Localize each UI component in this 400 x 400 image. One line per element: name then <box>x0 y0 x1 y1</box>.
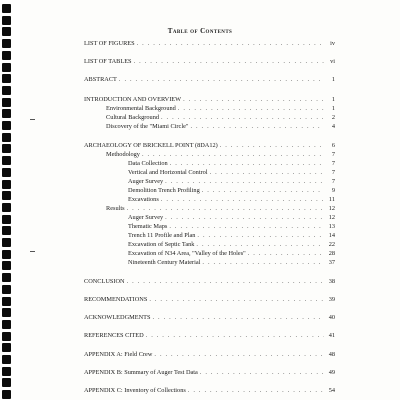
toc-entry-label: APPENDIX C: Inventory of Collections <box>84 387 186 394</box>
toc-entry <box>128 187 335 195</box>
toc-entry-page-number: 12 <box>328 205 335 212</box>
dot-leader <box>127 278 324 286</box>
toc-entry-label: Auger Survey <box>128 178 164 185</box>
toc-entry-page-number: 7 <box>331 151 335 158</box>
toc-entry-label: Results <box>106 205 125 212</box>
dot-leader <box>152 314 324 322</box>
toc-entry-page-number: 6 <box>331 142 335 149</box>
toc-entry-label: CONCLUSION <box>84 278 125 285</box>
binding-ring <box>2 320 11 329</box>
toc-entry-label: Data Collection <box>128 160 168 167</box>
binding-ring <box>2 355 11 364</box>
dot-leader <box>137 40 324 48</box>
binding-ring <box>2 285 11 294</box>
toc-entry <box>84 58 335 66</box>
dot-leader <box>165 178 324 186</box>
dot-leader <box>202 187 324 195</box>
binding-ring <box>2 4 11 13</box>
binding-ring <box>2 133 11 142</box>
binding-ring <box>2 74 11 83</box>
binding-ring <box>2 367 11 376</box>
dot-leader <box>165 214 324 222</box>
toc-entry-label: Excavations <box>128 196 159 203</box>
toc-entry-page-number: 1 <box>331 96 335 103</box>
toc-entry-label: Discovery of the "Miami Circle" <box>106 123 189 130</box>
toc-entry-page-number: 4 <box>331 123 335 130</box>
toc-entry-page-number: 13 <box>328 223 335 230</box>
dot-leader <box>161 114 324 122</box>
dot-leader <box>154 351 324 359</box>
toc-entry <box>84 142 335 150</box>
toc-entry-label: APPENDIX B: Summary of Auger Test Data <box>84 369 198 376</box>
dot-leader <box>149 296 324 304</box>
binding-ring <box>2 308 11 317</box>
binding-ring <box>2 297 11 306</box>
toc-entry-page-number: 41 <box>328 332 335 339</box>
toc-entry <box>84 40 335 48</box>
toc-entry-page-number: 9 <box>331 187 335 194</box>
toc-entry-label: LIST OF TABLES <box>84 58 132 65</box>
toc-entry <box>106 205 335 213</box>
toc-entry <box>128 232 335 240</box>
toc-entry-page-number: 54 <box>328 387 335 394</box>
dot-leader <box>142 151 324 159</box>
dot-leader <box>178 105 324 113</box>
dot-leader <box>248 250 324 258</box>
toc-entry <box>84 332 335 340</box>
toc-entry <box>84 96 335 104</box>
toc-entry-page-number: 7 <box>331 169 335 176</box>
dot-leader <box>196 241 324 249</box>
toc-entry-label: Auger Survey <box>128 214 164 221</box>
dot-leader <box>183 96 324 104</box>
dot-leader <box>202 259 324 267</box>
dot-leader <box>170 160 324 168</box>
toc-entry-page-number: 49 <box>328 369 335 376</box>
toc-entry-label: Excavation of N34 Area, "Valley of the Holes" <box>128 250 246 257</box>
toc-entry <box>128 178 335 186</box>
toc-entry <box>106 114 335 122</box>
binding-ring <box>2 203 11 212</box>
dot-leader <box>190 123 324 131</box>
toc-entry-page-number: 39 <box>328 296 335 303</box>
dot-leader <box>146 332 324 340</box>
toc-entry <box>128 160 335 168</box>
toc-entry <box>128 214 335 222</box>
toc-entry-label: ACKNOWLEDGMENTS <box>84 314 151 321</box>
toc-entry-page-number: 37 <box>328 259 335 266</box>
toc-entry-page-number: 14 <box>328 232 335 239</box>
binding-ring <box>2 98 11 107</box>
toc-entry-label: Nineteenth Century Material <box>128 259 201 266</box>
toc-entry-page-number: 11 <box>328 196 335 203</box>
toc-entry-page-number: 7 <box>331 178 335 185</box>
toc-entry-label: Trench 11 Profile and Plan <box>128 232 196 239</box>
toc-entry <box>84 278 335 286</box>
toc-entry <box>128 241 335 249</box>
toc-entry-label: RECOMMENDATIONS <box>84 296 148 303</box>
binding-ring <box>2 16 11 25</box>
toc-entry <box>84 351 335 359</box>
toc-entry <box>128 169 335 177</box>
binding-ring <box>2 39 11 48</box>
margin-mark <box>30 119 35 120</box>
page-title: Table of Contents <box>167 27 233 35</box>
dot-leader <box>200 369 324 377</box>
toc-entry-page-number: vi <box>330 58 335 65</box>
toc-entry-label: LIST OF FIGURES <box>84 40 135 47</box>
toc-entry-label: Vertical and Horizontal Control <box>128 169 208 176</box>
toc-entry <box>84 296 335 304</box>
toc-entry-page-number: 1 <box>331 105 335 112</box>
binding-ring <box>2 378 11 387</box>
toc-entry-label: Cultural Background <box>106 114 159 121</box>
dot-leader <box>169 223 324 231</box>
dot-leader <box>210 169 324 177</box>
dot-leader <box>119 76 324 84</box>
toc-entry <box>106 105 335 113</box>
binding-ring <box>2 86 11 95</box>
toc-entry-page-number: 22 <box>328 241 335 248</box>
dot-leader <box>220 142 324 150</box>
toc-entry-page-number: 40 <box>328 314 335 321</box>
binding-ring <box>2 51 11 60</box>
toc-entry-page-number: 1 <box>331 76 335 83</box>
margin-mark <box>30 251 35 252</box>
binding-ring <box>2 261 11 270</box>
dot-leader <box>188 387 324 395</box>
toc-entry-label: Thematic Maps <box>128 223 168 230</box>
toc-entry-page-number: 38 <box>328 278 335 285</box>
binding-ring <box>2 215 11 224</box>
toc-entry-page-number: 2 <box>331 114 335 121</box>
toc-entry <box>128 259 335 267</box>
toc-entry <box>84 76 335 84</box>
toc-entry-label: INTRODUCTION AND OVERVIEW <box>84 96 182 103</box>
spiral-binding <box>0 0 20 400</box>
binding-ring <box>2 109 11 118</box>
toc-entry-page-number: 28 <box>328 250 335 257</box>
dot-leader <box>127 205 324 213</box>
toc-entry-label: REFERENCES CITED <box>84 332 144 339</box>
toc-entry-label: ARCHAEOLOGY OF BRICKELL POINT (8DA12) <box>84 142 218 149</box>
binding-ring <box>2 168 11 177</box>
toc-entry-label: Methodology <box>106 151 140 158</box>
toc-entry <box>84 369 335 377</box>
toc-entry-label: Excavation of Septic Tank <box>128 241 195 248</box>
binding-ring <box>2 238 11 247</box>
binding-ring <box>2 180 11 189</box>
toc-entry-label: ABSTRACT <box>84 76 117 83</box>
toc-entry-page-number: 7 <box>331 160 335 167</box>
binding-ring <box>2 250 11 259</box>
binding-ring <box>2 332 11 341</box>
toc-entry-page-number: iv <box>330 40 335 47</box>
toc-entry-page-number: 48 <box>328 351 335 358</box>
toc-entry-label: APPENDIX A: Field Crew <box>84 351 153 358</box>
toc-entry <box>84 387 335 395</box>
binding-ring <box>2 63 11 72</box>
dot-leader <box>161 196 324 204</box>
binding-ring <box>2 191 11 200</box>
binding-ring <box>2 226 11 235</box>
binding-ring <box>2 343 11 352</box>
binding-ring <box>2 144 11 153</box>
binding-ring <box>2 156 11 165</box>
toc-entry-page-number: 12 <box>328 214 335 221</box>
toc-entry <box>84 314 335 322</box>
toc-entry <box>128 196 335 204</box>
toc-entry <box>128 250 335 258</box>
binding-ring <box>2 121 11 130</box>
toc-entry <box>128 223 335 231</box>
binding-ring <box>2 273 11 282</box>
dot-leader <box>197 232 324 240</box>
toc-entry <box>106 151 335 159</box>
toc-entry <box>106 123 335 131</box>
toc-entry-label: Demolition Trench Profiling <box>128 187 200 194</box>
dot-leader <box>134 58 324 66</box>
toc-entry-label: Environmental Background <box>106 105 176 112</box>
binding-ring <box>2 390 11 399</box>
